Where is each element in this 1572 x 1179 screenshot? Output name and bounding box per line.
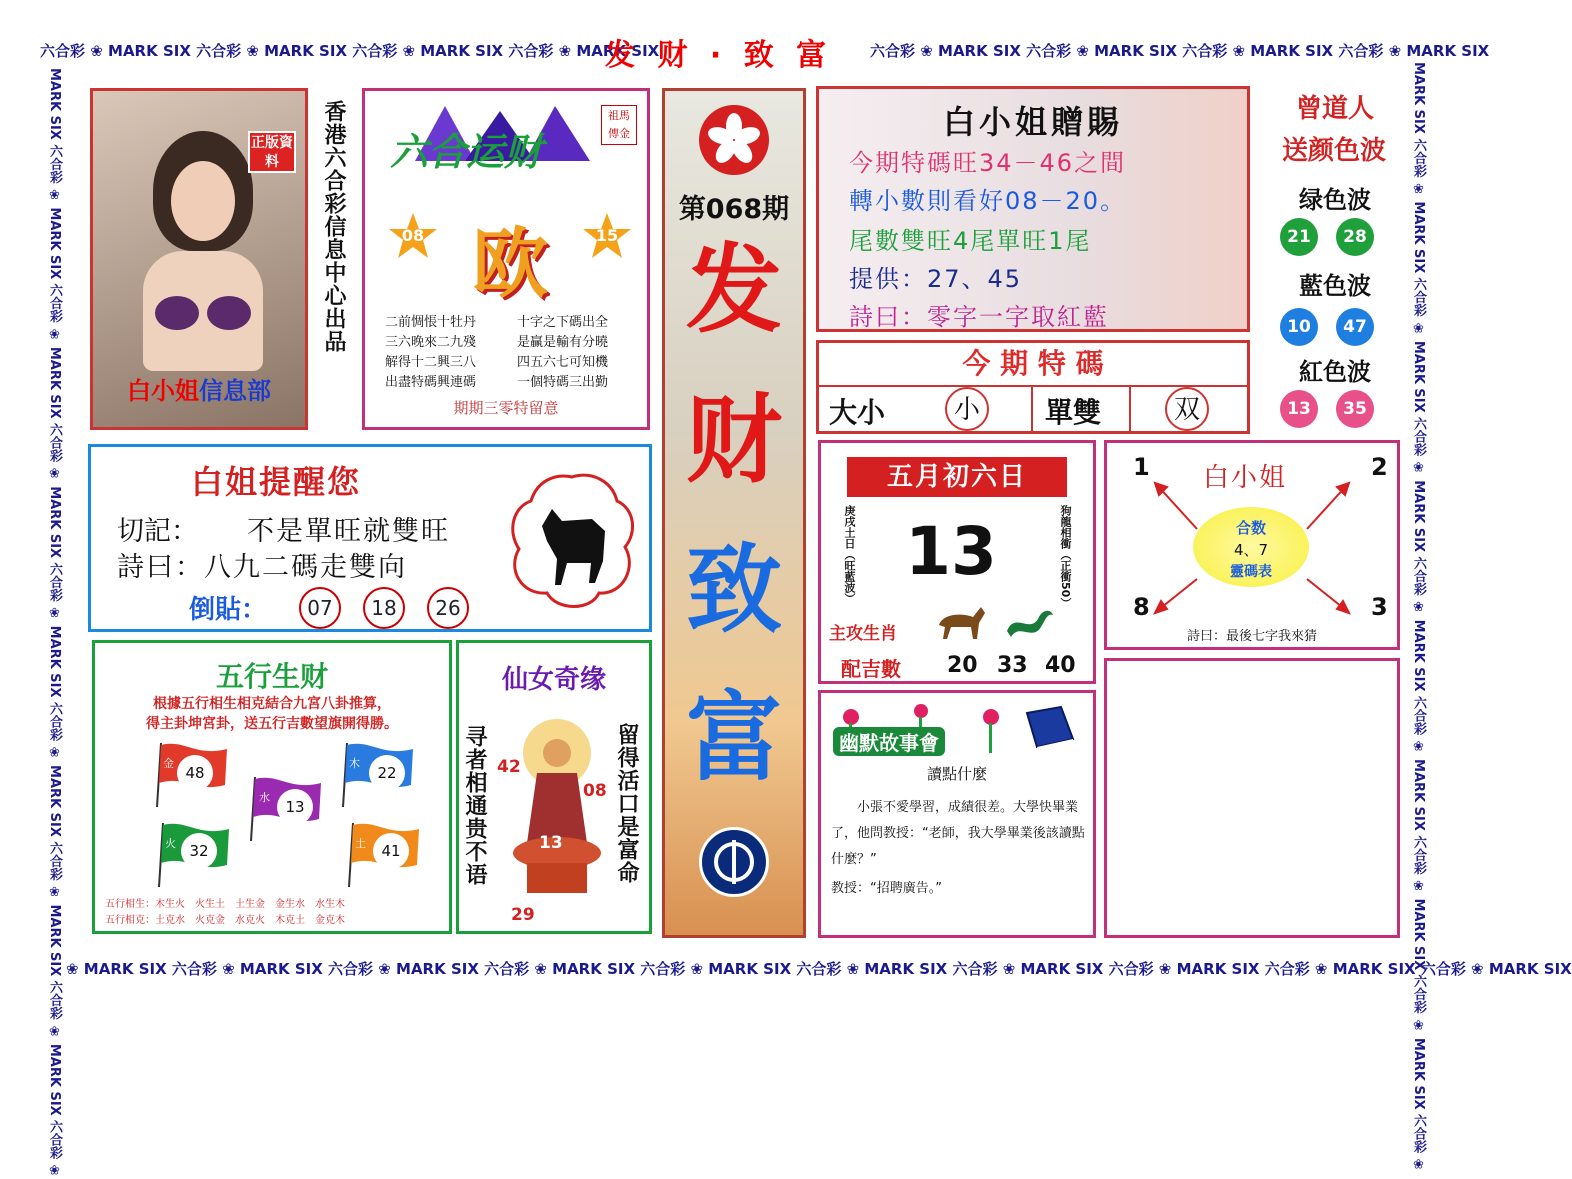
fairy-left-vertical: 寻者相通贵不语 <box>462 725 487 886</box>
red-wave-label: 紅色波 <box>1299 358 1371 386</box>
issue-number: 第068期 <box>678 194 790 225</box>
top-banner-strip-right: 六合彩 ❀ MARK SIX 六合彩 ❀ MARK SIX 六合彩 ❀ MARK SIX 六合彩 ❀ MARK SIX <box>870 42 1490 60</box>
flag-number: 13 <box>277 789 313 825</box>
caption-blue: 信息部 <box>199 377 271 405</box>
poem-right-line: 四五六七可知機 <box>517 355 609 370</box>
compass-num-1: 1 <box>1133 453 1150 481</box>
center-column <box>662 88 806 938</box>
fairy-panel <box>456 640 652 934</box>
parity-label: 單雙 <box>1045 396 1102 429</box>
lucky-number: 20 <box>947 653 978 678</box>
compass-title: 白小姐 <box>1203 463 1288 493</box>
joke-title: 幽默故事會 <box>833 727 945 756</box>
gift-line-1: 今期特碼旺34－46之間 <box>849 149 1127 177</box>
bauhinia-logo <box>699 105 769 175</box>
calendar-panel <box>818 440 1096 684</box>
center-char-cai: 财 <box>686 384 782 496</box>
daotie-number: 18 <box>363 587 405 629</box>
wuxing-desc-2: 得主卦坤宮卦，送五行吉數望旗開得勝。 <box>146 716 398 732</box>
compass-center-label: 合数 <box>1235 519 1266 537</box>
fairy-num-29: 29 <box>511 905 535 925</box>
green-wave-label: 绿色波 <box>1299 186 1371 214</box>
calendar-day: 13 <box>905 513 997 590</box>
gift-panel <box>816 86 1250 332</box>
fairy-num-13: 13 <box>539 833 563 853</box>
poem-right-line: 一個特碼三出勤 <box>517 375 609 390</box>
reminder-line1-text: 不是單旺就雙旺 <box>247 516 450 547</box>
size-label: 大小 <box>829 396 886 429</box>
big-character: 欧 <box>472 219 548 308</box>
flag-element: 火 <box>165 837 176 850</box>
liuhe-footer: 期期三零特留意 <box>453 399 559 417</box>
compass-center-value: 4、7 <box>1233 541 1269 559</box>
flag-element: 金 <box>163 757 174 770</box>
genuine-badge: 正版資料 <box>248 131 296 173</box>
top-banner-strip-left: 六合彩 ❀ MARK SIX 六合彩 ❀ MARK SIX 六合彩 ❀ MARK SIX 六合彩 ❀ MARK SIX <box>40 42 660 60</box>
compass-poem: 詩曰：最後七字我來猜 <box>1186 629 1317 644</box>
horseshoe-icon <box>702 830 766 894</box>
photo-panel <box>90 88 308 430</box>
fairy-title: 仙女奇缘 <box>501 665 606 695</box>
lucky-number: 33 <box>997 653 1028 678</box>
poem-right <box>517 313 608 393</box>
goat-emblem-icon <box>507 471 637 611</box>
daotie-number: 26 <box>427 587 469 629</box>
flag-number: 41 <box>373 833 409 869</box>
size-value: 小 <box>945 387 989 431</box>
blue-wave-label: 藍色波 <box>1299 272 1371 300</box>
caption-red: 白小姐 <box>127 377 199 405</box>
blue-ball-1: 10 <box>1280 308 1318 346</box>
red-ball-2: 35 <box>1336 390 1374 428</box>
gift-title: 白小姐贈賜 <box>942 103 1123 141</box>
flag-number: 32 <box>181 833 217 869</box>
flag-number: 48 <box>177 755 213 791</box>
joke-panel <box>818 690 1096 938</box>
daotie-number: 07 <box>299 587 341 629</box>
poem-left-line: 三六晚來二九殘 <box>385 335 477 350</box>
poem-left <box>385 313 476 393</box>
calendar-left-note: 庚戌土日（旺藍波） <box>843 505 856 604</box>
red-ball-1: 13 <box>1280 390 1318 428</box>
joke-body: 小張不愛學習，成績很差。大學快畢業了，他問教授：“老師，我大學畢業後該讀點什麼？” <box>831 800 1085 867</box>
colorwave-title-1: 曾道人 <box>1295 94 1374 124</box>
compass-num-2: 2 <box>1371 453 1388 481</box>
center-char-zhi: 致 <box>686 534 782 646</box>
poem-right-line: 十字之下碼出全 <box>517 315 609 330</box>
wuxing-panel <box>92 640 452 934</box>
liuhe-ball-left: 08 <box>401 226 425 245</box>
green-ball-2: 28 <box>1336 218 1374 256</box>
compass-num-8: 8 <box>1133 593 1150 621</box>
left-side-strip: MARK SIX 六合彩 ❀ MARK SIX 六合彩 ❀ MARK SIX 六合彩 ❀ MARK SIX 六合彩 ❀ MARK SIX 六合彩 ❀ MARK SIX 六合彩 ❀ MARK SIX 六合彩 ❀ MARK SIX 六合彩 ❀ <box>47 68 62 1179</box>
wuxing-ke: 五行相克：土克水 火克金 水克火 木克土 金克木 <box>105 915 345 926</box>
compass-center-sub: 靈碼表 <box>1230 564 1272 580</box>
zodiac-label: 主攻生肖 <box>829 624 897 644</box>
parity-value: 双 <box>1165 387 1209 431</box>
wuxing-sheng: 五行相生：木生火 火生土 土生金 金生水 水生木 <box>105 899 345 910</box>
gift-line-3: 尾數雙旺4尾單旺1尾 <box>849 227 1092 255</box>
lucky-number: 40 <box>1045 653 1076 678</box>
right-side-strip: MARK SIX 六合彩 ❀ MARK SIX 六合彩 ❀ MARK SIX 六合彩 ❀ MARK SIX 六合彩 ❀ MARK SIX 六合彩 ❀ MARK SIX 六合彩 ❀ MARK SIX 六合彩 ❀ MARK SIX 六合彩 ❀ <box>1411 62 1426 1173</box>
green-ball-1: 21 <box>1280 218 1318 256</box>
center-char-fa: 发 <box>686 234 782 346</box>
bottom-banner-strip: ❀ MARK SIX 六合彩 ❀ MARK SIX 六合彩 ❀ MARK SIX 六合彩 ❀ MARK SIX 六合彩 ❀ MARK SIX 六合彩 ❀ MARK SIX 六合彩 ❀ MARK SIX 六合彩 ❀ MARK SIX 六合彩 ❀ MARK SIX 六合彩 ❀ MARK SIX <box>66 960 1572 978</box>
poem-left-line: 出盡特碼興連碼 <box>385 375 477 390</box>
seal-stamp: 祖馬傳金 <box>601 105 637 145</box>
liuhe-ball-right: 15 <box>595 226 619 245</box>
gift-line-2: 轉小數則看好08－20。 <box>849 187 1127 215</box>
flag-number: 22 <box>369 755 405 791</box>
flag-element: 土 <box>355 837 366 850</box>
special-vdivider-1 <box>1031 387 1033 431</box>
horse-icon <box>933 603 989 643</box>
flag-element: 水 <box>259 791 270 804</box>
top-title: 发 财 · 致 富 <box>605 38 833 73</box>
special-title: 今 期 特 碼 <box>962 347 1104 380</box>
calendar-right-note: 狗龍相衝（正衝50） <box>1059 505 1072 609</box>
compass-num-3: 3 <box>1371 593 1388 621</box>
daotie-numbers <box>299 587 469 629</box>
bikini-right <box>207 296 251 330</box>
wuxing-desc-1: 根據五行相生相克結合九宮八卦推算， <box>153 696 391 712</box>
buddha-figure <box>507 713 607 903</box>
special-vdivider-2 <box>1129 387 1131 431</box>
liuhe-panel <box>362 88 650 430</box>
bikini-left <box>155 296 199 330</box>
dragon-icon <box>1001 601 1057 645</box>
hkjc-logo <box>699 827 769 897</box>
compass-panel <box>1104 440 1400 650</box>
gift-line-4: 提供：27、45 <box>849 265 1023 293</box>
wuxing-title: 五行生财 <box>215 660 328 693</box>
special-code-panel <box>816 340 1250 434</box>
bauhinia-flower-icon <box>699 105 769 175</box>
fairy-num-08: 08 <box>583 781 607 801</box>
gift-line-5: 詩曰：零字一字取紅藍 <box>849 303 1109 331</box>
reminder-panel <box>88 444 652 632</box>
empty-panel <box>1104 658 1400 938</box>
blue-ball-2: 47 <box>1336 308 1374 346</box>
center-char-fu: 富 <box>686 682 782 794</box>
calendar-header: 五月初六日 <box>847 457 1067 497</box>
daotie-label: 倒貼： <box>189 595 268 625</box>
poem-left-line: 解得十二興三八 <box>385 355 477 370</box>
reminder-line1-label: 切記： <box>117 516 198 547</box>
liuhe-title: 六合运财 <box>390 130 543 174</box>
joke-subtitle: 讀點什麼 <box>926 765 987 783</box>
flag-element: 木 <box>349 757 360 770</box>
model-face <box>171 161 235 241</box>
reminder-title: 白姐提醒您 <box>191 463 362 501</box>
fairy-num-42: 42 <box>497 757 521 777</box>
poem-right-line: 是贏是輸有分曉 <box>517 335 609 350</box>
book-icon <box>1021 705 1077 751</box>
lucky-label: 配吉數 <box>841 657 901 681</box>
fairy-right-vertical: 留得活口是富命 <box>614 723 639 884</box>
reminder-line2: 詩曰：八九二碼走雙向 <box>117 552 407 583</box>
photo-caption <box>93 371 305 406</box>
colorwave-title-2: 送颜色波 <box>1281 136 1386 166</box>
poem-left-line: 二前惆悵十牡丹 <box>385 315 477 330</box>
joke-answer: 教授：“招聘廣告。” <box>831 881 942 896</box>
vertical-credit: 香港六合彩信息中心出品 <box>321 100 346 353</box>
